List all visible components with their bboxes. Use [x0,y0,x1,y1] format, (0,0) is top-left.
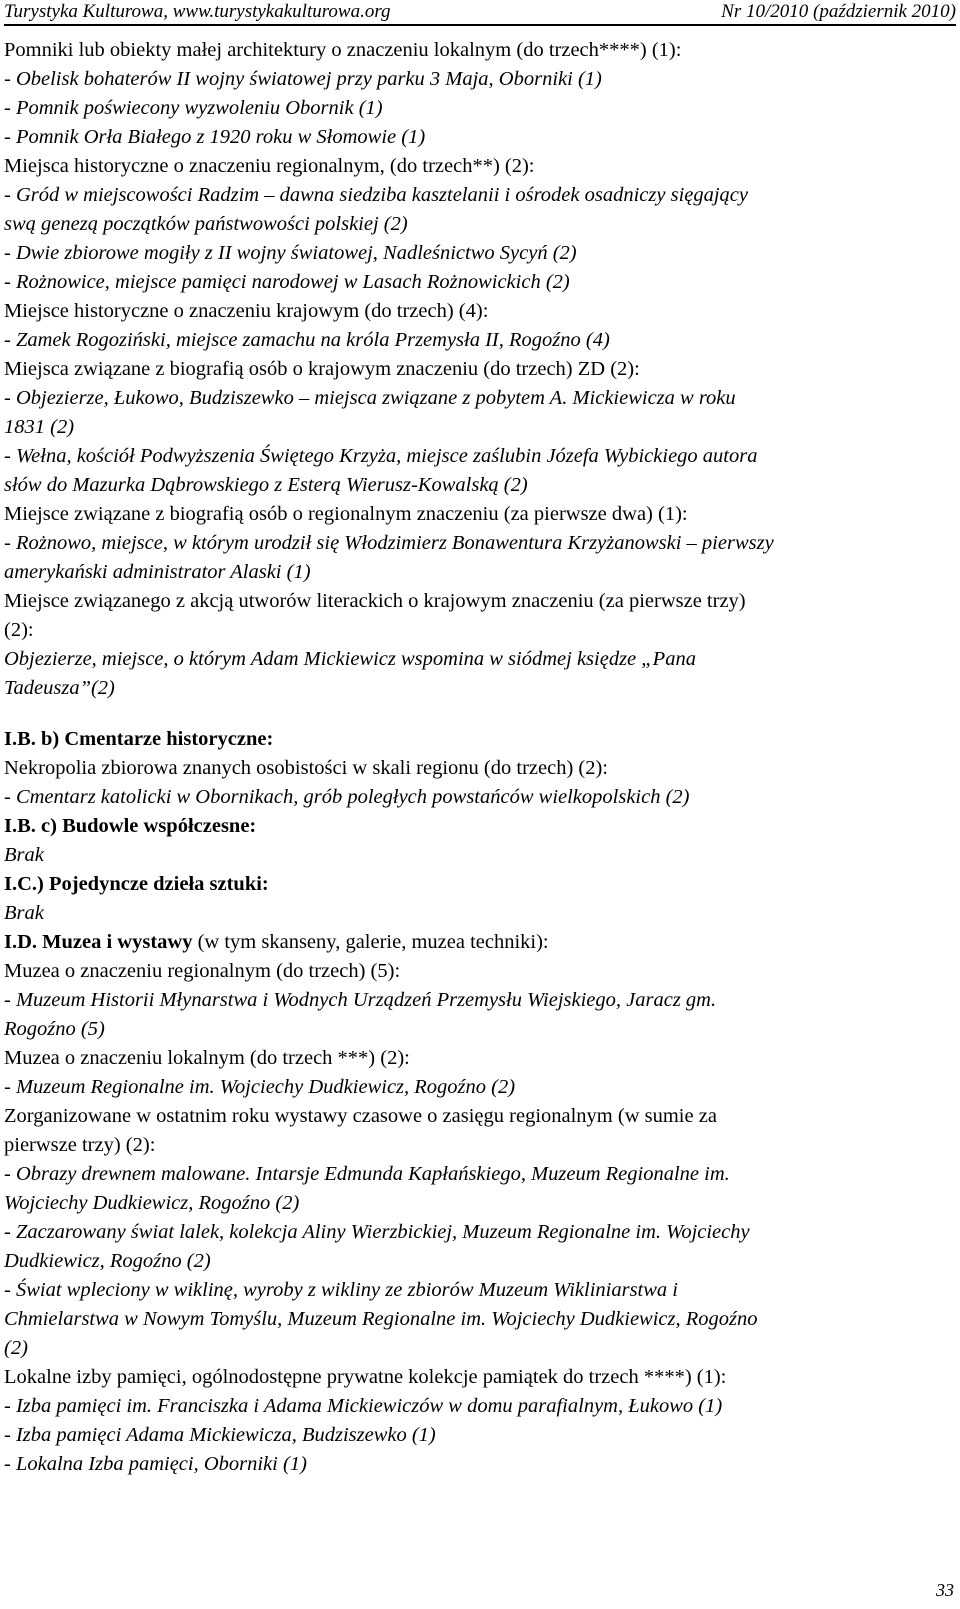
chapter-heading [4,928,954,957]
chapter-heading: I.B. c) Budowle współczesne: [4,815,257,837]
list-item-continuation: Tadeusza”(2) [4,677,115,699]
list-item-continuation: Rogoźno (5) [4,1018,105,1040]
list-item-continuation: amerykański administrator Alaski (1) [4,561,311,583]
list-item: - Obrazy drewnem malowane. Intarsje Edmunda Kapłańskiego, Muzeum Regionalne im. [4,1163,730,1185]
list-item: - Muzeum Regionalne im. Wojciechy Dudkiewicz, Rogoźno (2) [4,1076,516,1098]
list-item-continuation: 1831 (2) [4,416,75,438]
header-journal-title: Turystyka Kulturowa, www.turystykakulturowa.org [4,1,391,22]
list-item: - Zaczarowany świat lalek, kolekcja Aliny Wierzbickiej, Muzeum Regionalne im. Wojciechy [4,1221,750,1243]
list-item: - Izba pamięci Adama Mickiewicza, Budziszewko (1) [4,1424,436,1446]
list-item: - Gród w miejscowości Radzim – dawna siedziba kasztelanii i ośrodek osadniczy sięgający [4,184,749,206]
list-item: - Pomnik poświecony wyzwoleniu Obornik (1) [4,97,383,119]
section-heading-continuation: pierwsze trzy) (2): [4,1134,156,1156]
list-item: Brak [4,902,44,924]
chapter-heading: I.C.) Pojedyncze dzieła sztuki: [4,873,269,895]
list-item-continuation: słów do Mazurka Dąbrowskiego z Esterą Wierusz-Kowalską (2) [4,474,528,496]
section-heading: Miejsce historyczne o znaczeniu krajowym (do trzech) (4): [4,300,489,322]
list-item-continuation: swą genezą początków państwowości polskiej (2) [4,213,408,235]
page-header [4,0,956,26]
list-item-continuation: Wojciechy Dudkiewicz, Rogoźno (2) [4,1192,300,1214]
chapter-heading-rest: (w tym skanseny, galerie, muzea techniki): [192,931,549,953]
section-heading: Pomniki lub obiekty małej architektury o znaczeniu lokalnym (do trzech****) (1): [4,39,682,61]
list-item: - Muzeum Historii Młynarstwa i Wodnych Urządzeń Przemysłu Wiejskiego, Jaracz gm. [4,989,717,1011]
list-item-continuation: Dudkiewicz, Rogoźno (2) [4,1250,211,1272]
chapter-heading: I.B. b) Cmentarze historyczne: [4,728,274,750]
list-item: - Dwie zbiorowe mogiły z II wojny światowej, Nadleśnictwo Sycyń (2) [4,242,577,264]
section-heading: Miejsca historyczne o znaczeniu regionalnym, (do trzech**) (2): [4,155,535,177]
list-item: - Cmentarz katolicki w Obornikach, grób poległych powstańców wielkopolskich (2) [4,786,690,808]
section-heading-continuation: (2): [4,619,34,641]
section-heading: Miejsce związane z biografią osób o regionalnym znaczeniu (za pierwsze dwa) (1): [4,503,688,525]
header-issue: Nr 10/2010 (październik 2010) [721,1,956,22]
document-body [4,36,954,1479]
list-item: - Rożnowo, miejsce, w którym urodził się Włodzimierz Bonawentura Krzyżanowski – pierwszy [4,532,774,554]
section-heading: Muzea o znaczeniu regionalnym (do trzech) (5): [4,960,401,982]
section-heading: Zorganizowane w ostatnim roku wystawy czasowe o zasięgu regionalnym (w sumie za [4,1105,717,1127]
section-heading: Muzea o znaczeniu lokalnym (do trzech ***) (2): [4,1047,410,1069]
list-item-continuation: Chmielarstwa w Nowym Tomyślu, Muzeum Regionalne im. Wojciechy Dudkiewicz, Rogoźno [4,1308,758,1330]
list-item: - Zamek Rogoziński, miejsce zamachu na króla Przemysła II, Rogoźno (4) [4,329,610,351]
section-heading: Nekropolia zbiorowa znanych osobistości w skali regionu (do trzech) (2): [4,757,608,779]
page-number: 33 [936,1580,954,1600]
list-item: - Wełna, kościół Podwyższenia Świętego Krzyża, miejsce zaślubin Józefa Wybickiego autora [4,445,758,467]
list-item: - Lokalna Izba pamięci, Oborniki (1) [4,1453,307,1475]
list-item: - Obelisk bohaterów II wojny światowej przy parku 3 Maja, Oborniki (1) [4,68,602,90]
list-item: - Pomnik Orła Białego z 1920 roku w Słomowie (1) [4,126,426,148]
section-heading: Miejsce związanego z akcją utworów literackich o krajowym znaczeniu (za pierwsze trzy) [4,590,746,612]
list-item: - Świat wpleciony w wiklinę, wyroby z wikliny ze zbiorów Muzeum Wikliniarstwa i [4,1279,678,1301]
section-heading: Miejsca związane z biografią osób o krajowym znaczeniu (do trzech) ZD (2): [4,358,640,380]
list-item: - Objezierze, Łukowo, Budziszewko – miejsca związane z pobytem A. Mickiewicza w roku [4,387,736,409]
list-item: - Izba pamięci im. Franciszka i Adama Mickiewiczów w domu parafialnym, Łukowo (1) [4,1395,723,1417]
paragraph-gap [4,703,954,725]
list-item: Brak [4,844,44,866]
chapter-heading-bold: I.D. Muzea i wystawy [4,931,193,953]
list-item: Objezierze, miejsce, o którym Adam Mickiewicz wspomina w siódmej księdze „Pana [4,648,696,670]
section-heading: Lokalne izby pamięci, ogólnodostępne prywatne kolekcje pamiątek do trzech ****) (1): [4,1366,727,1388]
list-item-continuation: (2) [4,1337,28,1359]
list-item: - Rożnowice, miejsce pamięci narodowej w Lasach Rożnowickich (2) [4,271,570,293]
